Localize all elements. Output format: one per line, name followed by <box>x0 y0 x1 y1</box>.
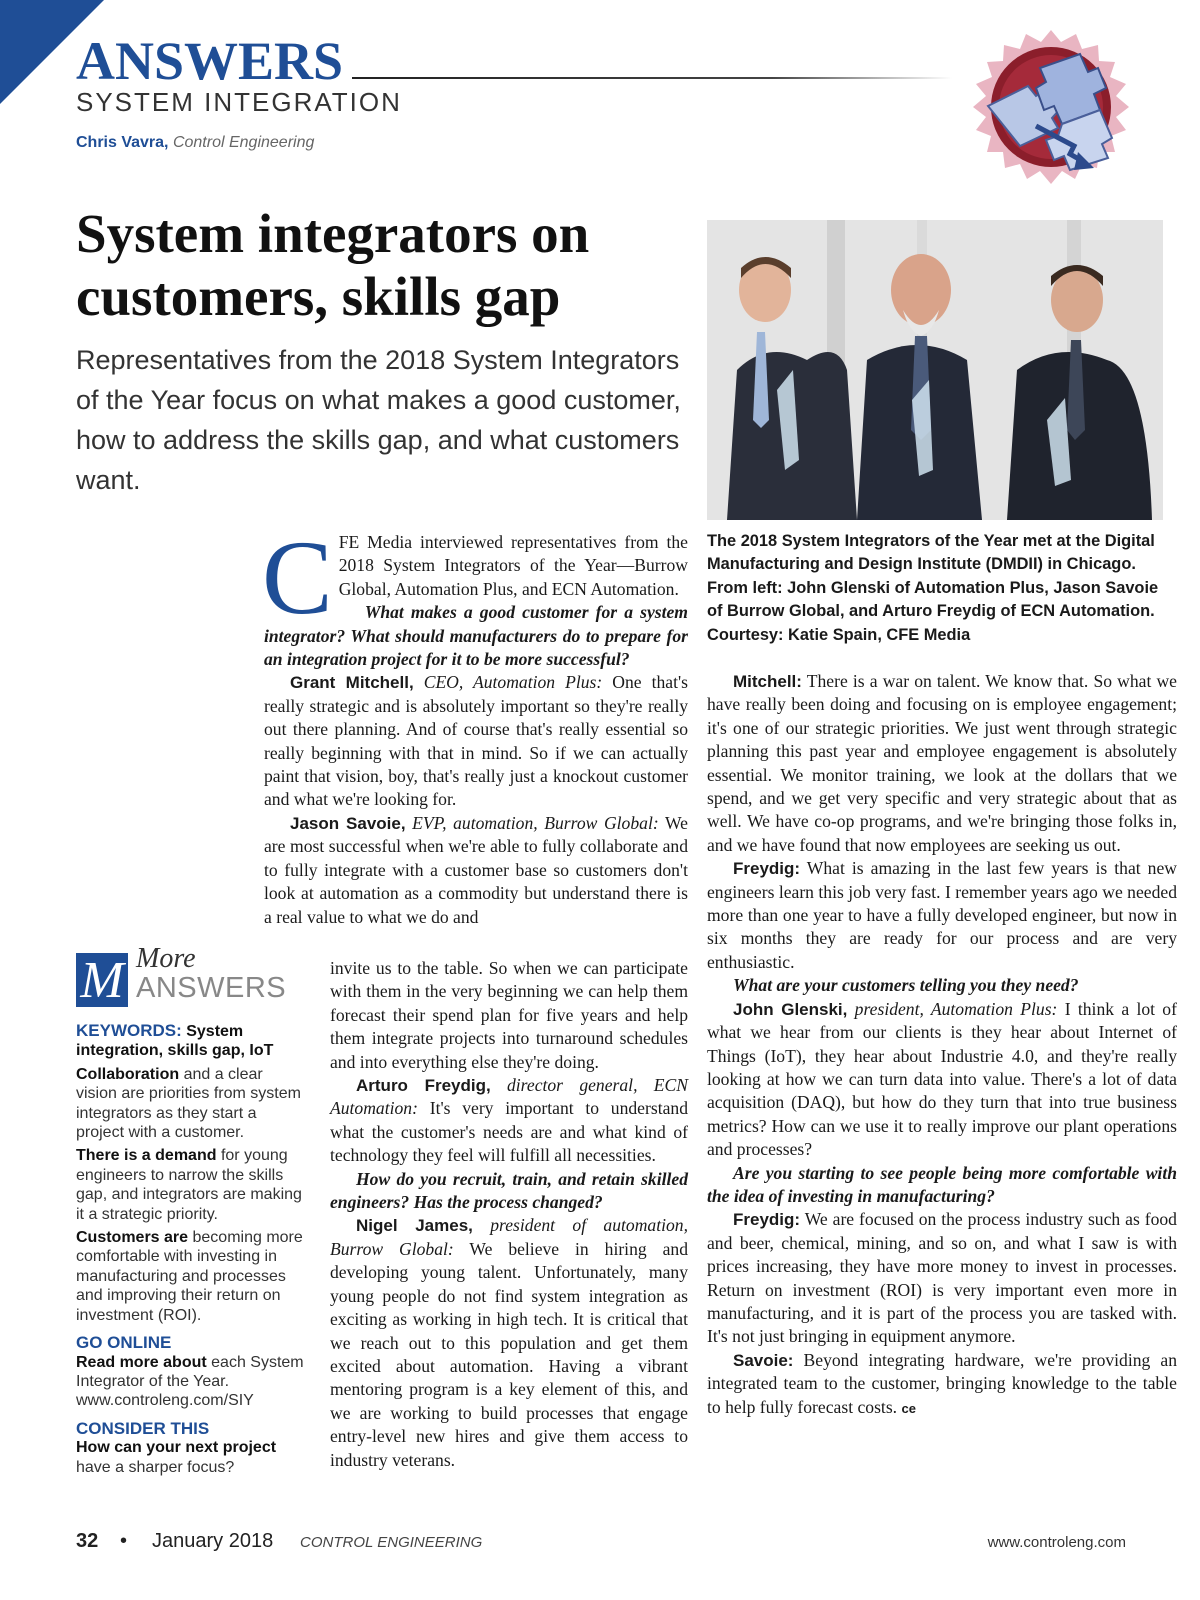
answer-text: I think a lot of what we hear from our clients is they hear about Internet of Things (IoT), they hear about Industrie 4.0, and they're really looking at how we can turn data into value. There's a lot of data acquisition (DAQ), but how do they turn that into true business metrics? How can we use it to really improve our plant operations and processes? <box>707 998 1177 1160</box>
article-deck: Representatives from the 2018 System Integrators of the Year focus on what makes a good customer, how to address the skills gap, and what customers want. <box>76 345 681 495</box>
article-column-middle-bottom <box>330 957 688 1472</box>
sidebar-point <box>76 1146 306 1224</box>
page-footer <box>76 1530 1126 1560</box>
answer-text: We are most successful when we're able to fully collaborate and to fully integrate with a customer base so customers don't look at automation as a commodity but understand there is a real value to what we do and <box>264 812 688 927</box>
drop-cap: C <box>262 519 333 636</box>
speaker-name: Freydig: <box>733 859 801 879</box>
section-title: ANSWERS <box>76 31 344 91</box>
photo-caption: The 2018 System Integrators of the Year met at the Digital Manufacturing and Design Institute (DMDII) in Chicago. From left: John Glenski of Automation Plus, Jason Savoie of Burrow Global, and Arturo Freydig of ECN Automation. Courtesy: Katie Spain, CFE Media <box>707 532 1159 644</box>
more-answers-sidebar <box>76 943 306 1481</box>
consider-text <box>76 1438 306 1477</box>
answer-paragraph <box>264 812 688 929</box>
more-answers-logo <box>76 943 306 1011</box>
consider-rest: have a sharper focus? <box>76 1458 235 1476</box>
answer-text: It's very important to understand what the customer's needs are and what kind of technology they feel will fulfill all necessities. <box>330 1098 688 1166</box>
go-online-heading: GO ONLINE <box>76 1333 172 1353</box>
header-rule <box>352 77 952 79</box>
question-1: What makes a good customer for a system integrator? What should manufacturers do to prepare for an integration project for it to be more successful? <box>264 602 688 670</box>
point-text: for young engineers to narrow the skills gap, and integrators are making it a strategic priority. <box>76 1147 302 1223</box>
page-number: 32 <box>76 1530 99 1552</box>
intro-paragraph: FE Media interviewed representatives from the 2018 System Integrators of the Year—Burrow Global, Automation Plus, and ECN Automation. <box>338 532 688 599</box>
question-3: What are your customers telling you they need? <box>733 975 1079 996</box>
speaker-role: president of automation, Burrow Global: <box>330 1215 688 1259</box>
speaker-name: Arturo Freydig, <box>356 1076 491 1096</box>
speaker-name: Jason Savoie, <box>290 813 406 833</box>
answer-continued: invite us to the table. So when we can participate with them in the very beginning we can help them forecast their spend plan for five years and help them integrate projects into turnaround schedules and into everything else they're doing. <box>330 958 688 1072</box>
speaker-name: Freydig: <box>733 1210 801 1230</box>
consider-lead: How can your next project <box>76 1439 277 1457</box>
end-mark: ce <box>901 1400 916 1416</box>
keywords <box>76 1021 306 1061</box>
answer-text: We believe in hiring and developing young talent. Unfortunately, many young people do not find system integration as exciting as working in high tech. It is critical that we reach out to this population and get them excited about automation. Having a vibrant mentoring program is a key element of this, and we are working to build processes that engage entry-level new hires and give them access to industry veterans. <box>330 1238 688 1470</box>
point-lead: Customers are <box>76 1229 189 1247</box>
issue-date: January 2018 <box>152 1530 274 1552</box>
speaker-name: Nigel James, <box>356 1216 473 1236</box>
answer-text: One that's really strategic and is absolutely important so they're really out there planning. And of course that's really essential so really beginning with that in mind. So if we can actually paint that vision, boy, that's really just a knockout customer and what we're looking for. <box>264 672 688 810</box>
question-2: How do you recruit, train, and retain skilled engineers? Has the process changed? <box>330 1168 688 1213</box>
answer-text: There is a war on talent. We know that. So what we have really been doing and focusing on is employee engagement; it's one of our strategic priorities. We just went through strategic planning this past year and employee engagement is absolutely essential. We monitor training, we look at the dollars that we spend, and we get very specific and very strategic about that as well. We have co-op programs, and we're bringing those folks in, and we have found that now employees are seeking us out. <box>707 671 1177 855</box>
answer-text: What is amazing in the last few years is that new engineers learn this job very fast. I remember years ago we needed more than one year to have a fully developed engineer, but now in six months they are ready for our process and are very enthusiastic. <box>707 858 1177 972</box>
answers-label: ANSWERS <box>136 972 287 1004</box>
question-4: Are you starting to see people being more comfortable with the idea of investing in manufacturing? <box>707 1162 1177 1206</box>
point-text: and a clear vision are priorities from system integrators as they start a project with a customer. <box>76 1065 301 1142</box>
more-label: More <box>136 943 196 974</box>
answer-paragraph <box>264 671 688 811</box>
answer-paragraph <box>707 998 1177 1162</box>
point-lead: There is a demand <box>76 1147 217 1165</box>
answer-paragraph <box>707 857 1177 974</box>
keywords-value: System integration, skills gap, IoT <box>76 1023 274 1060</box>
speaker-role: director general, ECN Automation: <box>330 1075 688 1119</box>
author-name: Chris Vavra, <box>76 134 169 151</box>
point-text: becoming more comfortable with investing in manufacturing and processes and improving their return on investment (ROI). <box>76 1229 303 1324</box>
sidebar-point <box>76 1065 306 1143</box>
speaker-role: CEO, Automation Plus: <box>423 672 603 693</box>
m-logo-icon: M <box>76 953 128 1007</box>
go-online-link[interactable]: www.controleng.com/SIY <box>76 1392 254 1410</box>
answer-paragraph <box>330 1214 688 1471</box>
speaker-name: Savoie: <box>733 1350 794 1370</box>
section-subtitle: SYSTEM INTEGRATION <box>76 87 402 117</box>
speaker-role: president, Automation Plus: <box>854 998 1058 1019</box>
article-column-middle-top <box>262 519 688 929</box>
puzzle-pieces-icon <box>966 28 1136 198</box>
byline <box>76 134 314 152</box>
keywords-label: KEYWORDS: <box>76 1021 182 1040</box>
magazine-name: CONTROL ENGINEERING <box>300 1534 483 1551</box>
answer-paragraph <box>707 670 1177 857</box>
sidebar-point <box>76 1228 306 1325</box>
go-online-text <box>76 1353 306 1411</box>
website-link[interactable]: www.controleng.com <box>987 1534 1126 1551</box>
speaker-name: Grant Mitchell, <box>290 673 414 693</box>
headline-line: customers, skills gap <box>76 266 561 327</box>
go-online-lead: Read more about <box>76 1353 207 1371</box>
speaker-name: Mitchell: <box>733 672 802 691</box>
answer-paragraph <box>707 1208 1177 1348</box>
speaker-name: John Glenski, <box>733 999 848 1019</box>
article-photo <box>707 220 1163 520</box>
article-column-right <box>707 670 1177 1420</box>
photo-illustration <box>707 220 1163 520</box>
speaker-role: EVP, automation, Burrow Global: <box>412 812 659 833</box>
article-headline <box>76 202 686 328</box>
answer-paragraph <box>330 1074 688 1168</box>
point-lead: Collaboration <box>76 1065 180 1083</box>
answer-paragraph <box>707 1349 1177 1420</box>
go-online-rest: each System Integrator of the Year. <box>76 1353 304 1390</box>
answer-text: Beyond integrating hardware, we're providing an integrated team to the customer, bringing knowledge to the table to help fully forecast costs. <box>707 1349 1177 1417</box>
publication-name: Control Engineering <box>172 134 315 151</box>
footer-bullet: • <box>120 1530 128 1552</box>
answer-text: We are focused on the process industry such as food and beer, chemical, mining, and so on, and what I saw is with prices increasing, they have more money to invest in processes. Return on investment (ROI) is very important even more in manufacturing, and it is part of the process you are tasked with. It's not just bringing in equipment anymore. <box>707 1209 1177 1347</box>
headline-line: System integrators on <box>76 203 590 264</box>
consider-heading: CONSIDER THIS <box>76 1418 210 1438</box>
